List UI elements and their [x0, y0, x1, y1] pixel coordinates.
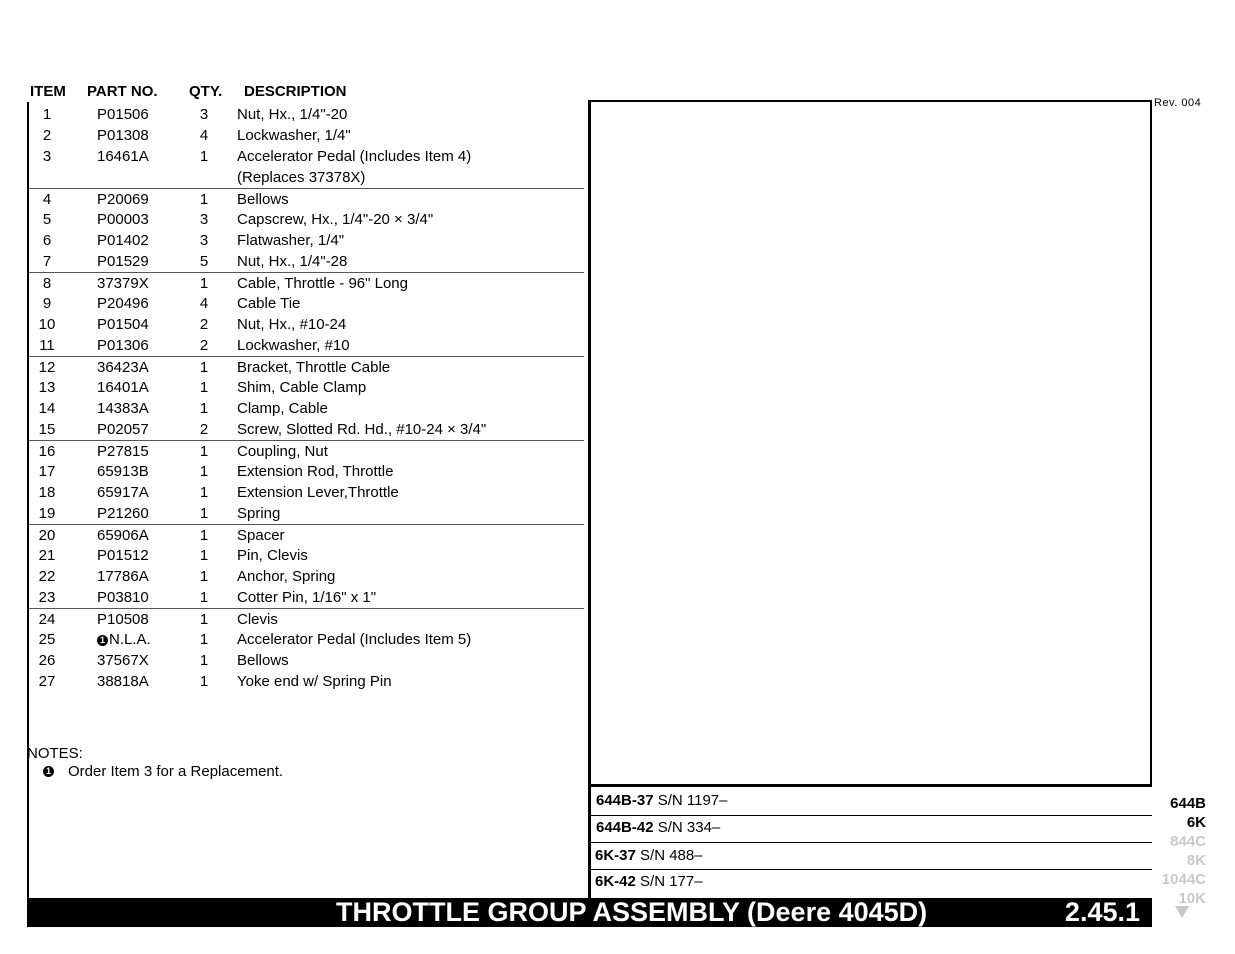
part-number: P20496 — [97, 295, 149, 312]
item-number: 9 — [42, 295, 52, 312]
table-row — [29, 629, 584, 650]
item-number: 14 — [38, 400, 56, 417]
part-number: P03810 — [97, 589, 149, 606]
part-number: 37379X — [97, 275, 149, 292]
item-number: 17 — [38, 463, 56, 480]
item-number: 24 — [38, 611, 56, 628]
quantity: 1 — [199, 505, 209, 522]
item-number: 5 — [42, 211, 52, 228]
part-number: P01308 — [97, 127, 149, 144]
part-number: P01306 — [97, 337, 149, 354]
part-number: 37567X — [97, 652, 149, 669]
part-number: P01529 — [97, 253, 149, 270]
header-item: ITEM — [30, 83, 66, 100]
image-area-top-border — [588, 100, 1152, 102]
description: Nut, Hx., #10-24 — [237, 316, 347, 333]
circled-number-icon: 1 — [97, 635, 108, 646]
quantity: 2 — [199, 421, 209, 438]
item-number: 8 — [42, 275, 52, 292]
item-number: 23 — [38, 589, 56, 606]
part-number: P02057 — [97, 421, 149, 438]
part-number: 16401A — [97, 379, 149, 396]
quantity: 1 — [199, 379, 209, 396]
description: Bracket, Throttle Cable — [237, 359, 391, 376]
revision-label: Rev. 004 — [1154, 97, 1202, 109]
serial-row — [595, 873, 703, 890]
section-number: 2.45.1 — [1064, 897, 1140, 927]
table-row — [29, 545, 584, 566]
item-number: 18 — [38, 484, 56, 501]
description: Clevis — [237, 611, 278, 628]
quantity: 1 — [199, 673, 209, 690]
description: (Replaces 37378X) — [237, 169, 366, 186]
serial-divider — [588, 869, 1152, 870]
serial-divider — [588, 815, 1152, 816]
serial-number: S/N 177– — [640, 873, 703, 890]
description: Screw, Slotted Rd. Hd., #10-24 × 3/4" — [237, 421, 487, 438]
description: Extension Lever,Throttle — [237, 484, 399, 501]
description: Bellows — [237, 652, 289, 669]
circled-number-icon: 1 — [43, 766, 54, 777]
serial-number: S/N 1197– — [657, 792, 728, 809]
model-tab-644b[interactable]: 644B — [1170, 795, 1206, 812]
item-number: 15 — [38, 421, 56, 438]
description: Spacer — [237, 527, 285, 544]
part-number: P01506 — [97, 106, 149, 123]
quantity: 1 — [199, 568, 209, 585]
note-text: Order Item 3 for a Replacement. — [68, 763, 284, 780]
table-row — [29, 524, 584, 545]
item-number: 21 — [38, 547, 56, 564]
quantity: 1 — [199, 484, 209, 501]
part-number: 65913B — [97, 463, 149, 480]
description: Anchor, Spring — [237, 568, 336, 585]
description: Coupling, Nut — [237, 443, 328, 460]
model-tab-8k[interactable]: 8K — [1186, 852, 1206, 869]
description: Shim, Cable Clamp — [237, 379, 367, 396]
item-number: 22 — [38, 568, 56, 585]
model-tab-844c[interactable]: 844C — [1170, 833, 1206, 850]
quantity: 5 — [199, 253, 209, 270]
header-part-no: PART NO. — [87, 83, 158, 100]
item-number: 10 — [38, 316, 56, 333]
title-bar — [27, 898, 1152, 927]
header-description: DESCRIPTION — [244, 83, 347, 100]
part-number: P01402 — [97, 232, 149, 249]
description: Yoke end w/ Spring Pin — [237, 673, 392, 690]
description: Lockwasher, #10 — [237, 337, 350, 354]
serial-row — [595, 847, 703, 864]
table-row — [29, 461, 584, 482]
description: Extension Rod, Throttle — [237, 463, 394, 480]
table-row — [29, 104, 584, 125]
part-number: 17786A — [97, 568, 149, 585]
table-row — [29, 587, 584, 608]
table-row — [29, 608, 584, 629]
quantity: 1 — [199, 148, 209, 165]
table-row — [29, 440, 584, 461]
serial-model: 6K-37 — [595, 847, 636, 864]
quantity: 1 — [199, 547, 209, 564]
part-number: 14383A — [97, 400, 149, 417]
description: Nut, Hx., 1/4"-20 — [237, 106, 348, 123]
quantity: 1 — [199, 443, 209, 460]
quantity: 3 — [199, 211, 209, 228]
quantity: 1 — [199, 652, 209, 669]
description: Nut, Hx., 1/4"-28 — [237, 253, 348, 270]
quantity: 1 — [199, 359, 209, 376]
serial-number: S/N 488– — [640, 847, 703, 864]
item-number: 4 — [42, 191, 52, 208]
part-number: P27815 — [97, 443, 149, 460]
parts-table — [29, 104, 584, 692]
description: Accelerator Pedal (Includes Item 5) — [237, 631, 472, 648]
table-row — [29, 314, 584, 335]
serial-row — [596, 819, 720, 836]
table-row — [29, 398, 584, 419]
table-row — [29, 230, 584, 251]
down-arrow-icon[interactable] — [1175, 906, 1189, 918]
quantity: 1 — [199, 191, 209, 208]
table-row — [29, 272, 584, 293]
part-number: P21260 — [97, 505, 149, 522]
part-number: 65906A — [97, 527, 149, 544]
model-tabs — [1140, 794, 1206, 908]
serial-number: S/N 334– — [657, 819, 721, 836]
frame-divider — [588, 100, 591, 898]
part-number: P00003 — [97, 211, 149, 228]
part-number: P20069 — [97, 191, 149, 208]
header-qty: QTY. — [189, 83, 223, 100]
table-row — [29, 671, 584, 692]
part-number: P01504 — [97, 316, 149, 333]
model-tab-6k[interactable]: 6K — [1186, 814, 1206, 831]
quantity: 2 — [199, 316, 209, 333]
serial-model: 6K-42 — [595, 873, 636, 890]
table-row — [29, 566, 584, 587]
part-number: N.L.A. — [109, 631, 151, 648]
table-row — [29, 419, 584, 440]
quantity: 1 — [199, 400, 209, 417]
item-number: 20 — [38, 527, 56, 544]
serial-row — [596, 792, 728, 809]
item-number: 12 — [38, 359, 56, 376]
description: Capscrew, Hx., 1/4"-20 × 3/4" — [237, 211, 434, 228]
table-row — [29, 335, 584, 356]
item-number: 2 — [42, 127, 52, 144]
table-row — [29, 503, 584, 524]
part-number: 38818A — [97, 673, 149, 690]
quantity: 1 — [199, 275, 209, 292]
table-row — [29, 188, 584, 209]
quantity: 1 — [199, 463, 209, 480]
part-number: P10508 — [97, 611, 149, 628]
quantity: 2 — [199, 337, 209, 354]
description: Lockwasher, 1/4" — [237, 127, 351, 144]
table-row — [29, 251, 584, 272]
table-row — [29, 377, 584, 398]
image-area-right-border — [1150, 100, 1152, 786]
description: Accelerator Pedal (Includes Item 4) — [237, 148, 472, 165]
serial-divider — [588, 842, 1152, 843]
description: Cotter Pin, 1/16" x 1" — [237, 589, 377, 606]
quantity: 3 — [199, 106, 209, 123]
item-number: 7 — [42, 253, 52, 270]
table-row — [29, 650, 584, 671]
description: Cable Tie — [237, 295, 301, 312]
serial-model: 644B-42 — [596, 819, 654, 836]
quantity: 4 — [199, 127, 209, 144]
table-row — [29, 482, 584, 503]
part-number: 36423A — [97, 359, 149, 376]
part-number: P01512 — [97, 547, 149, 564]
table-row — [29, 209, 584, 230]
description: Flatwasher, 1/4" — [237, 232, 345, 249]
quantity: 1 — [199, 589, 209, 606]
quantity: 3 — [199, 232, 209, 249]
table-row — [29, 125, 584, 146]
description: Cable, Throttle - 96" Long — [237, 275, 408, 292]
part-number: 65917A — [97, 484, 149, 501]
description: Bellows — [237, 191, 289, 208]
item-number: 6 — [42, 232, 52, 249]
item-number: 16 — [38, 443, 56, 460]
quantity: 1 — [199, 611, 209, 628]
item-number: 19 — [38, 505, 56, 522]
table-row — [29, 167, 584, 188]
item-number: 1 — [42, 106, 52, 123]
description: Clamp, Cable — [237, 400, 328, 417]
notes-title: NOTES: — [27, 745, 83, 762]
description: Pin, Clevis — [237, 547, 308, 564]
quantity: 1 — [199, 631, 209, 648]
part-number: 16461A — [97, 148, 149, 165]
item-number: 13 — [38, 379, 56, 396]
item-number: 3 — [42, 148, 52, 165]
table-row — [29, 293, 584, 314]
model-tab-10k[interactable]: 10K — [1178, 890, 1206, 907]
quantity: 4 — [199, 295, 209, 312]
item-number: 27 — [38, 673, 56, 690]
item-number: 11 — [39, 337, 55, 354]
model-tab-1044c[interactable]: 1044C — [1161, 871, 1206, 888]
item-number: 25 — [38, 631, 56, 648]
description: Spring — [237, 505, 281, 522]
table-row — [29, 146, 584, 167]
page-title: THROTTLE GROUP ASSEMBLY (Deere 4045D) — [336, 897, 928, 927]
serial-model: 644B-37 — [596, 792, 654, 809]
part-number-cell — [97, 631, 151, 648]
quantity: 1 — [199, 527, 209, 544]
image-area-bottom-border — [588, 784, 1152, 787]
table-row — [29, 356, 584, 377]
item-number: 26 — [38, 652, 56, 669]
